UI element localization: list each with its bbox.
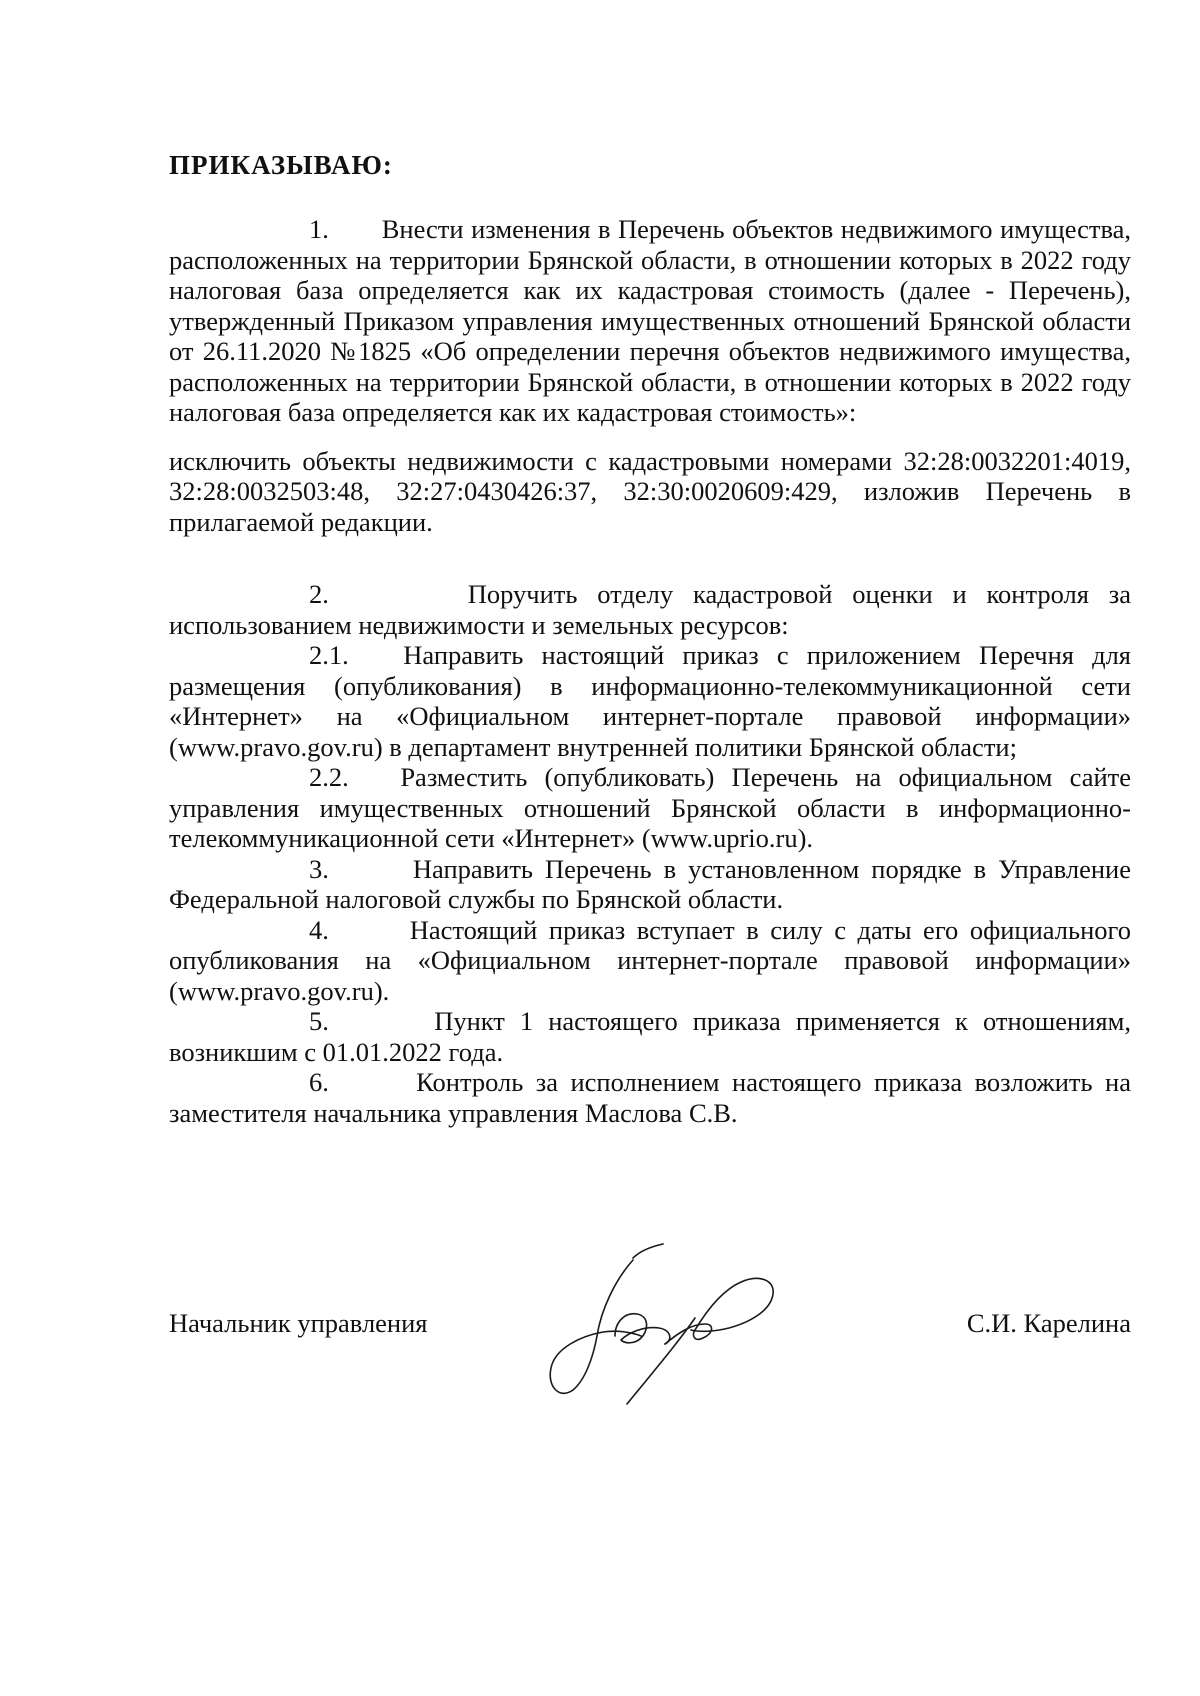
paragraph-1-exclusion: исключить объекты недвижимости с кадастровыми номерами 32:28:0032201:4019, 32:28:0032503:48, 32:27:0430426:37, 32:30:0020609:429, изложив Перечень в прилагаемой редакции. — [169, 445, 1131, 537]
paragraph-2 — [169, 579, 1131, 640]
paragraph-6 — [169, 1067, 1131, 1128]
order-heading: ПРИКАЗЫВАЮ: — [169, 150, 393, 180]
paragraph-5-number: 5. — [309, 1006, 329, 1036]
paragraph-1-text: Внести изменения в Перечень объектов недвижимого имущества, расположенных на территории Брянской области, в отношении которых в 2022 году налоговая база определяется как их кадастровая стоимость (далее - Перечень), утвержденный Приказом управления имущественных отношений Брянской области от 26.11.2020 №1825 «Об определении перечня объектов недвижимого имущества, расположенных на территории Брянской области, в отношении которых в 2022 году налоговая база определяется как их кадастровая стоимость»: — [169, 214, 1132, 427]
paragraph-2-2 — [169, 762, 1131, 854]
paragraph-2-2-text: Разместить (опубликовать) Перечень на официальном сайте управления имущественных отношений Брянской области в информационно-телекоммуникационной сети «Интернет» (www.uprio.ru). — [169, 762, 1132, 853]
paragraph-5-text: Пункт 1 настоящего приказа применяется к отношениям, возникшим с 01.01.2022 года. — [169, 1006, 1131, 1067]
paragraph-2-2-number: 2.2. — [309, 762, 349, 792]
paragraph-3 — [169, 854, 1131, 915]
paragraph-3-text: Направить Перечень в установленном порядке в Управление Федеральной налоговой службы по Брянской области. — [169, 853, 1132, 914]
paragraph-3-number: 3. — [309, 853, 329, 884]
paragraph-2-number: 2. — [309, 579, 329, 609]
paragraph-2-text: Поручить отделу кадастровой оценки и контроля за использованием недвижимости и земельных ресурсов: — [169, 579, 1131, 640]
order-body — [169, 214, 1131, 1128]
paragraph-1-number: 1. — [309, 214, 329, 244]
signatory-name: С.И. Карелина — [966, 1308, 1131, 1338]
paragraph-6-number: 6. — [309, 1067, 329, 1097]
signatory-position: Начальник управления — [169, 1308, 428, 1338]
paragraph-2-1-number: 2.1. — [309, 640, 349, 670]
paragraph-4 — [169, 915, 1131, 1007]
paragraph-4-number: 4. — [309, 914, 329, 945]
paragraph-6-text: Контроль за исполнением настоящего приказа возложить на заместителя начальника управления Маслова С.В. — [169, 1067, 1132, 1128]
paragraph-2-1-text: Направить настоящий приказ с приложением Перечня для размещения (опубликования) в информационно-телекоммуникационной сети «Интернет» на «Официальном интернет-портале правовой информации» (www.pravo.gov.ru) в департамент внутренней политики Брянской области; — [169, 640, 1131, 762]
paragraph-5 — [169, 1006, 1131, 1067]
handwritten-signature — [545, 1240, 785, 1410]
paragraph-2-1 — [169, 640, 1131, 762]
paragraph-4-text: Настоящий приказ вступает в силу с даты его официального опубликования на «Официальном интернет-портале правовой информации» (www.pravo.gov.ru). — [169, 914, 1131, 1006]
paragraph-1 — [169, 214, 1131, 428]
